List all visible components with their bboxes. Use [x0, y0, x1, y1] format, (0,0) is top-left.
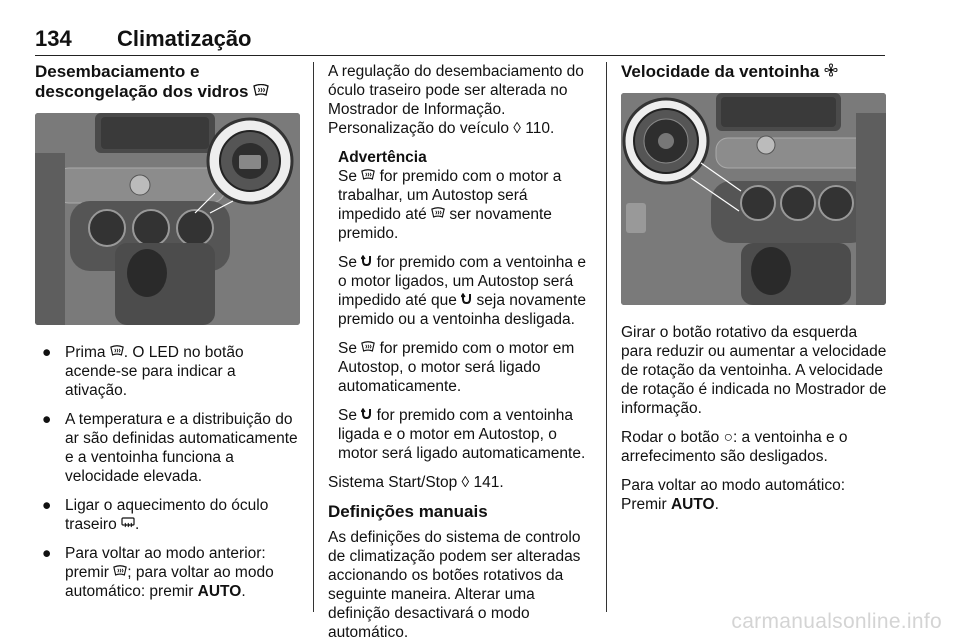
column-divider-1	[313, 62, 314, 612]
chapter-title: Climatização	[117, 26, 252, 51]
warning-box	[328, 148, 594, 463]
xref-page: 141.	[473, 474, 504, 491]
column-defrost-settings	[328, 62, 594, 642]
warning-paragraph: Se for premido com o motor em Autostop, o motor será ligado automaticamente.	[338, 340, 575, 395]
section-heading-fan: Velocidade da ventoinha	[621, 62, 887, 83]
windscreen-defrost-icon	[113, 563, 127, 582]
warning-title: Advertência	[338, 149, 427, 166]
warning-paragraph: Se for premido com o motor a trabalhar, um Autostop será impedido até ser novamente premido.	[338, 168, 562, 242]
autostop-icon	[461, 291, 472, 310]
windscreen-defrost-icon	[253, 83, 269, 103]
autostop-icon	[361, 406, 372, 425]
page-number: 134	[35, 26, 72, 51]
off-circle-icon: ○	[723, 429, 733, 446]
warning-paragraph: Se for premido com a ventoinha e o motor ligados, um Autostop será impedido até que seja novamente premido ou a ventoinha desligada.	[338, 254, 586, 328]
start-stop-xref: Sistema Start/Stop ◊ 141.	[328, 474, 504, 491]
windscreen-defrost-icon	[361, 339, 375, 358]
xref-arrow-icon: ◊	[513, 120, 521, 137]
list-item: ● A temperatura e a distribuição do ar são definidas automaticamente e a ventoinha funciona a velocidade elevada.	[42, 411, 298, 485]
defrost-steps-list	[35, 343, 300, 601]
column-fan-speed	[621, 62, 887, 524]
windscreen-defrost-icon	[110, 343, 124, 362]
list-item: ● Ligar o aquecimento do óculo traseiro .	[42, 497, 269, 533]
section-heading-manual: Definições manuais	[328, 502, 488, 521]
intro-paragraph: A regulação do desembaciamento do óculo traseiro pode ser alterada no Mostrador de Informação. Personalização do veículo ◊ 110.	[328, 63, 584, 137]
xref-arrow-icon: ◊	[461, 474, 470, 491]
list-item: ● Prima . O LED no botão acende-se para indicar a ativação.	[42, 344, 244, 399]
list-item: ● Para voltar ao modo anterior: premir ; para voltar ao modo automático: premir AUTO.	[42, 545, 274, 600]
fan-icon	[824, 63, 838, 83]
dashboard-photo-fan	[621, 93, 886, 305]
fan-speed-paragraph: Girar o botão rotativo da esquerda para reduzir ou aumentar a velocidade de rotação da ventoinha. A velocidade de rotação é indicada no Mostrador de informação.	[621, 324, 887, 417]
column-divider-2	[606, 62, 607, 612]
warning-paragraph: Se for premido com a ventoinha ligada e o motor em Autostop, o motor será ligado automaticamente.	[338, 407, 586, 462]
dashboard-photo-defrost	[35, 113, 300, 325]
rear-window-heating-icon	[121, 515, 135, 534]
manual-settings-paragraph: As definições do sistema de controlo de climatização podem ser alteradas accionando os botões rotativos da seguinte maneira. Alterar uma definição desactivará o modo automático.	[328, 529, 581, 641]
fan-off-paragraph: Rodar o botão ○: a ventoinha e o arrefecimento são desligados.	[621, 429, 848, 465]
section-heading-defrost: Desembaciamento e descongelação dos vidros	[35, 62, 300, 103]
column-defrost	[35, 62, 300, 611]
auto-mode-paragraph: Para voltar ao modo automático: Premir AUTO.	[621, 477, 846, 513]
watermark: carmanualsonline.info	[731, 610, 942, 633]
windscreen-defrost-icon	[431, 205, 445, 224]
xref-page: 110.	[525, 120, 555, 137]
autostop-icon	[361, 253, 372, 272]
windscreen-defrost-icon	[361, 167, 375, 186]
page-header	[35, 26, 885, 56]
